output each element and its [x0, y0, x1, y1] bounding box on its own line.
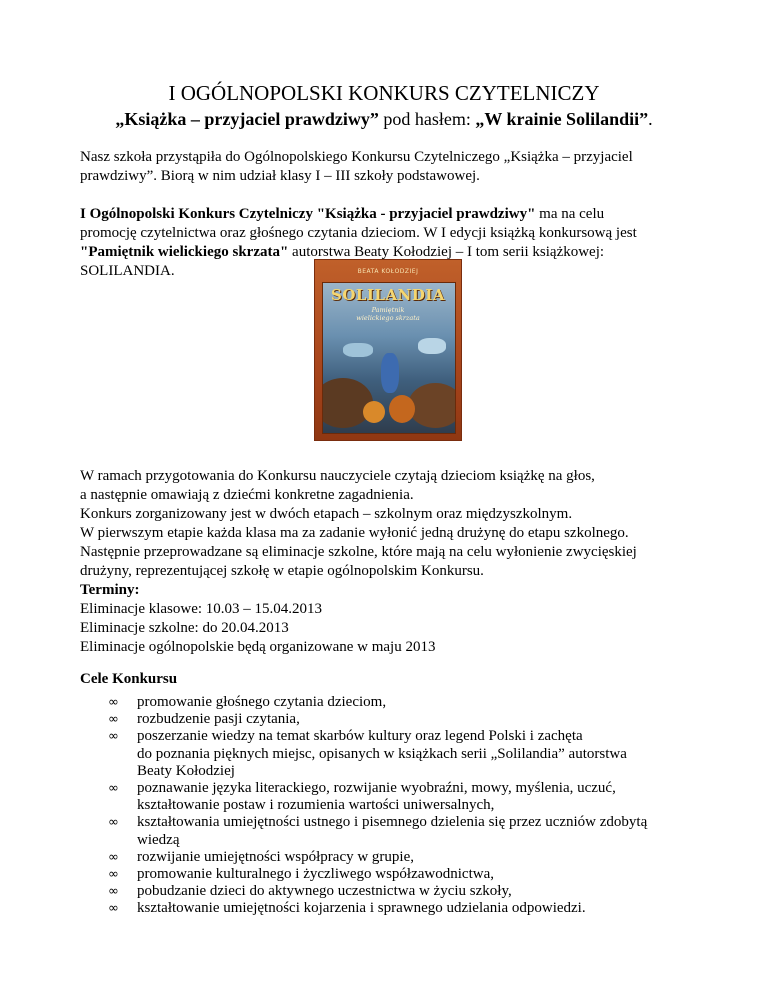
goal-item — [80, 883, 690, 900]
goal-text-line: kształtowania umiejętności ustnego i pisemnego dzielenia się przez uczniów zdobytą — [137, 814, 648, 831]
about-text-1: ma na celu — [535, 206, 605, 222]
goal-text-line: poszerzanie wiedzy na temat skarbów kultury oraz legend Polski i zachęta — [137, 728, 583, 745]
cover-crystal — [418, 338, 446, 354]
cover-character — [363, 401, 385, 423]
goal-item — [80, 694, 690, 711]
page-subtitle — [0, 108, 768, 130]
goal-item — [80, 711, 690, 728]
page-title: I OGÓLNOPOLSKI KONKURS CZYTELNICZY — [168, 81, 600, 105]
subtitle-connector: pod hasłem: — [378, 109, 476, 129]
about-series-name: SOLILANDIA. — [80, 263, 175, 279]
goal-item — [80, 900, 690, 917]
terms-heading: Terminy: — [80, 582, 140, 598]
infinity-bullet-icon: ∞ — [108, 729, 119, 745]
cover-title-line-1: Pamiętnik — [371, 306, 405, 314]
about-contest-name: I Ogólnopolski Konkurs Czytelniczy "Książka - przyjaciel prawdziwy" — [80, 206, 536, 222]
subtitle-contest-name: „Książka – przyjaciel prawdziwy” — [115, 109, 379, 129]
about-text-3: autorstwa Beaty Kołodziej – I tom serii książkowej: — [288, 244, 605, 260]
infinity-bullet-icon: ∞ — [108, 712, 119, 728]
infinity-bullet-icon: ∞ — [108, 884, 119, 900]
cover-book-title — [315, 306, 461, 322]
goal-item — [80, 814, 690, 848]
cover-rock — [322, 378, 373, 428]
goal-text-line: do poznania pięknych miejsc, opisanych w książkach serii „Solilandia” autorstwa — [137, 745, 627, 762]
organization-line: W pierwszym etapie każda klasa ma za zadanie wyłonić jedną drużynę do etapu szkolnego. — [80, 525, 629, 541]
infinity-bullet-icon: ∞ — [108, 781, 119, 797]
goal-item — [80, 866, 690, 883]
cover-title-line-2: wielickiego skrzata — [356, 314, 420, 322]
intro-line-1: Nasz szkoła przystąpiła do Ogólnopolskiego Konkursu Czytelniczego „Książka – przyjaciel — [80, 149, 633, 165]
goal-text-line: promowanie kulturalnego i życzliwego współzawodnictwa, — [137, 866, 494, 883]
terms-line: Eliminacje klasowe: 10.03 – 15.04.2013 — [80, 601, 323, 617]
organization-line: Konkurs zorganizowany jest w dwóch etapach – szkolnym oraz międzyszkolnym. — [80, 506, 573, 522]
goal-text-line: poznawanie języka literackiego, rozwijanie wyobraźni, mowy, myślenia, uczuć, — [137, 780, 616, 797]
cover-character — [381, 353, 399, 393]
goal-text-line: wiedzą — [137, 831, 180, 848]
infinity-bullet-icon: ∞ — [108, 849, 119, 865]
infinity-bullet-icon: ∞ — [108, 867, 119, 883]
about-line-2: promocję czytelnictwa oraz głośnego czytania dzieciom. W I edycji książką konkursową jest — [80, 225, 637, 241]
infinity-bullet-icon: ∞ — [108, 695, 119, 710]
goal-text-line: promowanie głośnego czytania dzieciom, — [137, 694, 387, 710]
goals-list — [80, 694, 690, 918]
subtitle-motto: „W krainie Solilandii” — [475, 109, 649, 129]
cover-rock — [408, 383, 456, 428]
terms-line: Eliminacje ogólnopolskie będą organizowane w maju 2013 — [80, 639, 436, 655]
goal-text-line: rozbudzenie pasji czytania, — [137, 711, 300, 728]
terms-line: Eliminacje szkolne: do 20.04.2013 — [80, 620, 289, 636]
goal-item — [80, 780, 690, 814]
goal-item — [80, 728, 690, 780]
goal-text-line: kształtowanie postaw i rozumienia wartości uniwersalnych, — [137, 797, 495, 814]
book-cover-image — [315, 260, 461, 440]
goals-heading: Cele Konkursu — [80, 671, 178, 687]
infinity-bullet-icon: ∞ — [108, 815, 119, 831]
cover-illustration — [322, 282, 456, 434]
cover-series-logo: SOLILANDIA — [330, 286, 446, 304]
intro-line-2: prawdziwy”. Biorą w nim udział klasy I – III szkoły podstawowej. — [80, 168, 480, 184]
organization-line: Następnie przeprowadzane są eliminacje szkolne, które mają na celu wyłonienie zwycięskiej — [80, 544, 637, 560]
terms-section — [80, 581, 690, 657]
organization-line: a następnie omawiają z dziećmi konkretne zagadnienia. — [80, 487, 414, 503]
infinity-bullet-icon: ∞ — [108, 901, 119, 917]
goal-text-line: pobudzanie dzieci do aktywnego uczestnictwa w życiu szkoły, — [137, 883, 512, 900]
cover-author: BEATA KOŁODZIEJ — [357, 268, 419, 275]
organization-paragraph — [80, 467, 690, 581]
organization-line: W ramach przygotowania do Konkursu nauczyciele czytają dzieciom książkę na głos, — [80, 468, 595, 484]
organization-line: drużyny, reprezentującej szkołę w etapie ogólnopolskim Konkursu. — [80, 563, 484, 579]
goal-text-line: Beaty Kołodziej — [137, 762, 235, 779]
goal-item — [80, 849, 690, 866]
goal-text-line: rozwijanie umiejętności współpracy w grupie, — [137, 848, 415, 865]
about-book-title: "Pamiętnik wielickiego skrzata" — [80, 244, 289, 260]
cover-character — [389, 395, 415, 423]
goal-text-line: kształtowanie umiejętności kojarzenia i sprawnego udzielania odpowiedzi. — [137, 900, 586, 917]
subtitle-period: . — [648, 109, 653, 129]
intro-paragraph — [80, 148, 690, 186]
cover-crystal — [343, 343, 373, 357]
